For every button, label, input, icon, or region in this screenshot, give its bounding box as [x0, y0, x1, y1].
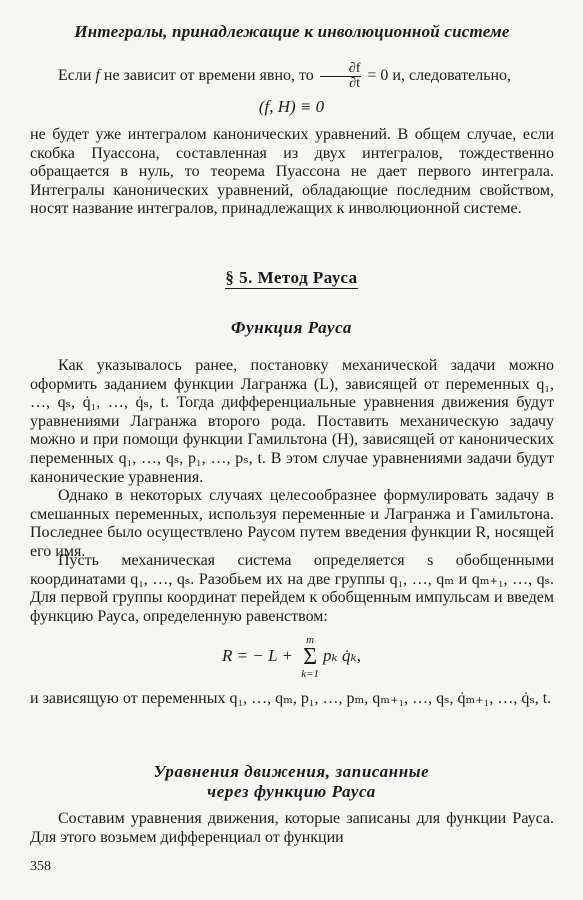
running-header: Интегралы, принадлежащие к инволюционной системе — [74, 22, 510, 41]
formula-routh-function: R = − L + m Σ k=1 pₖ q̇ₖ, — [222, 634, 361, 680]
paragraph-6: Составим уравнения движения, которые записаны для функции Рауса. Для этого возьмем дифференциал от функции — [30, 810, 554, 846]
paragraph-3: Однако в некоторых случаях целесообразнее формулировать задачу в смешанных переменных, используя переменные и Лагранжа и Гамильтона. Последнее было осуществлено Раусом путем введения функции R, носящей его имя. — [30, 487, 554, 560]
paragraph-2: Как указывалось ранее, постановку механической задачи можно оформить заданием функции Лагранжа (L), зависящей от переменных q₁, …, qₛ, q̇₁, …, q̇ₛ, t. Тогда дифференциальные уравнения движения будут уравнениями Лагранжа второго рода. Поставить механическую задачу можно и при помощи функции Гамильтона (H), зависящей от канонических переменных q₁, …, qₛ, p₁, …, pₛ, t. В этом случае уравнениями задачи будут канонические уравнения. — [30, 357, 554, 486]
intro-line: Если f не зависит от времени явно, то $\frac{\partial f}{\partial t}$ = 0 и, следовательно, — [58, 61, 512, 91]
paragraph-1: не будет уже интегралом канонических уравнений. В общем случае, если скобка Пуассона, составленная из двух интегралов, тождественно обращается в нуль, то теорема Пуассона не дает первого интеграла. Интегралы канонических уравнений, обладающие последним свойством, носят название интегралов, принадлежащих к инволюционной системе. — [30, 126, 554, 218]
var-f: f — [95, 67, 100, 85]
paragraph-5: и зависящую от переменных q₁, …, qₘ, p₁, …, pₘ, qₘ₊₁, …, qₛ, q̇ₘ₊₁, …, q̇ₛ, t. — [30, 690, 552, 707]
partial-derivative-fraction: $\frac{\partial f}{\partial t}$ — [320, 62, 362, 91]
paragraph-4: Пусть механическая система определяется s обобщенными координатами q₁, …, qₛ. Разобьем их на две группы q₁, …, qₘ и qₘ₊₁, …, qₛ. Для первой группы координат перейдем к обобщенным импульсам и введем функцию Рауса, определенную равенством: — [30, 552, 554, 625]
subsection-heading-routh-function: Функция Рауса — [231, 318, 352, 337]
formula-poisson-bracket: (f, H) ≡ 0 — [258, 97, 325, 116]
section-title: § 5. Метод Рауса — [225, 268, 358, 287]
page-number: 358 — [30, 859, 51, 874]
summation-symbol: m Σ k=1 — [301, 634, 320, 680]
subsection-heading-equations-of-motion: Уравнения движения, записанные через функцию Рауса — [153, 762, 430, 801]
